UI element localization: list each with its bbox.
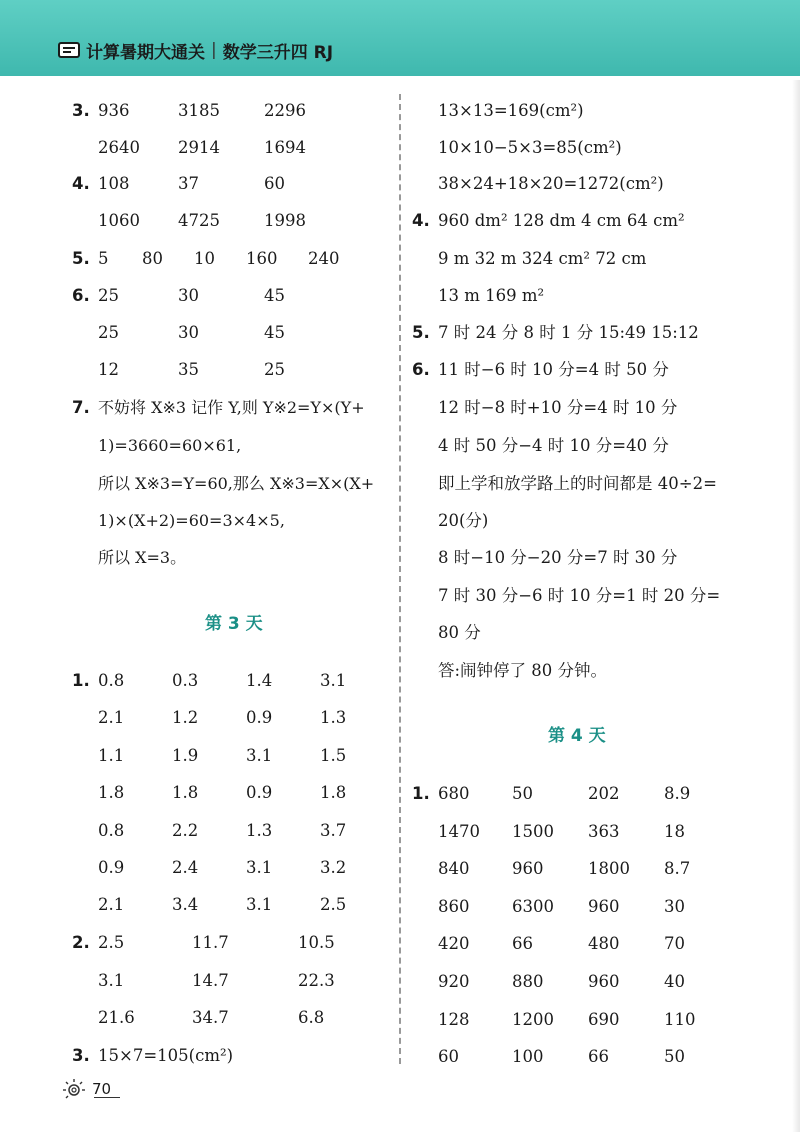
- answer-cell: 0.3: [172, 671, 199, 690]
- answer-cell: 1800: [588, 859, 630, 879]
- answer-cell: 25: [264, 360, 285, 379]
- solution-line: 80 分: [438, 623, 481, 642]
- answer-cell: 1.8: [172, 783, 199, 803]
- answer-cell: 202: [588, 784, 620, 803]
- answer-cell: 5: [98, 249, 109, 268]
- question-number: 3.: [72, 101, 90, 120]
- column-divider: [399, 94, 401, 1064]
- answer-cell: 2.5: [320, 895, 347, 915]
- answer-cell: 0.8: [98, 820, 125, 840]
- solution-line: 10×10−5×3=85(cm²): [438, 138, 622, 157]
- answer-cell: 1060: [98, 211, 140, 230]
- answer-cell: 1.2: [172, 708, 199, 728]
- answer-cell: 860: [438, 896, 470, 916]
- answer-cell: 936: [98, 101, 130, 120]
- answer-cell: 2.2: [172, 820, 199, 840]
- solution-line: 1)×(X+2)=60=3×4×5,: [98, 511, 285, 530]
- solution-line: 7 时 24 分 8 时 1 分 15:49 15:12: [438, 323, 699, 342]
- answer-cell: 2914: [178, 138, 220, 157]
- answer-cell: 14.7: [192, 970, 229, 990]
- answer-cell: 0.8: [98, 671, 125, 690]
- answer-cell: 1.3: [246, 820, 273, 840]
- answer-cell: 3.4: [172, 895, 199, 915]
- question-number: 4.: [412, 211, 430, 230]
- answer-cell: 45: [264, 323, 285, 342]
- answer-cell: 37: [178, 174, 199, 193]
- answer-cell: 1694: [264, 138, 306, 157]
- question-number: 7.: [72, 398, 90, 417]
- answer-cell: 1.8: [320, 783, 347, 803]
- header-title-bar: [58, 37, 333, 63]
- answer-cell: 70: [664, 934, 685, 954]
- answer-cell: 960: [512, 859, 544, 879]
- answer-cell: 3.1: [98, 970, 125, 990]
- section-title-day3: 第 3 天: [205, 614, 263, 634]
- answer-cell: 3.1: [320, 671, 347, 690]
- answer-cell: 2.5: [98, 933, 125, 952]
- solution-line: 20(分): [438, 511, 489, 530]
- answer-cell: 25: [98, 323, 119, 342]
- solution-line: 1)=3660=60×61,: [98, 436, 242, 455]
- answer-cell: 2.1: [98, 708, 125, 728]
- answer-cell: 1.8: [98, 783, 125, 803]
- answer-cell: 960: [588, 896, 620, 916]
- answer-cell: 3.7: [320, 820, 347, 840]
- answer-cell: 6300: [512, 896, 554, 916]
- question-number: 6.: [72, 286, 90, 305]
- answer-cell: 880: [512, 972, 544, 991]
- answer-cell: 80: [142, 249, 163, 268]
- answer-cell: 1470: [438, 821, 480, 841]
- answer-cell: 2296: [264, 101, 306, 120]
- answer-cell: 22.3: [298, 970, 335, 990]
- question-number: 6.: [412, 360, 430, 379]
- answer-cell: 110: [664, 1009, 696, 1029]
- solution-line: 即上学和放学路上的时间都是 40÷2=: [438, 474, 717, 493]
- answer-cell: 6.8: [298, 1008, 325, 1027]
- answer-cell: 45: [264, 286, 285, 305]
- answer-cell: 100: [512, 1047, 544, 1067]
- answer-cell: 363: [588, 821, 620, 841]
- solution-line: 12 时−8 时+10 分=4 时 10 分: [438, 398, 678, 417]
- answer-cell: 30: [178, 286, 199, 305]
- solution-line: 38×24+18×20=1272(cm²): [438, 174, 664, 193]
- answer-cell: 35: [178, 360, 199, 379]
- answer-cell: 30: [664, 896, 685, 916]
- answer-cell: 1200: [512, 1009, 554, 1029]
- solution-line: 13 m 169 m²: [438, 286, 545, 305]
- answer-cell: 1998: [264, 211, 306, 230]
- page-number: 70: [92, 1080, 112, 1098]
- solution-line: 所以 X※3=Y=60,那么 X※3=X×(X+: [98, 474, 375, 493]
- answer-cell: 10: [194, 249, 215, 268]
- answer-cell: 160: [246, 249, 278, 268]
- answer-cell: 2.1: [98, 895, 125, 915]
- answer-cell: 11.7: [192, 933, 229, 952]
- answer-cell: 680: [438, 784, 470, 803]
- solution-line: 15×7=105(cm²): [98, 1046, 234, 1065]
- question-number: 1.: [412, 784, 430, 803]
- solution-line: 8 时−10 分−20 分=7 时 30 分: [438, 548, 678, 567]
- answer-cell: 1.1: [98, 745, 125, 765]
- answer-cell: 108: [98, 174, 130, 193]
- question-number: 5.: [412, 323, 430, 342]
- book-icon: [58, 41, 80, 59]
- answer-cell: 0.9: [98, 858, 125, 877]
- answer-cell: 40: [664, 972, 685, 991]
- answer-cell: 960: [588, 972, 620, 991]
- answer-cell: 480: [588, 934, 620, 954]
- answer-cell: 66: [512, 934, 533, 954]
- answer-cell: 4725: [178, 211, 220, 230]
- solution-line: 11 时−6 时 10 分=4 时 50 分: [438, 360, 669, 379]
- answer-cell: 3.1: [246, 895, 273, 915]
- solution-line: 9 m 32 m 324 cm² 72 cm: [438, 249, 647, 268]
- answer-cell: 66: [588, 1047, 609, 1067]
- footer-underline: [94, 1097, 120, 1098]
- answer-cell: 3.1: [246, 745, 273, 765]
- answer-cell: 920: [438, 972, 470, 991]
- answer-cell: 60: [438, 1047, 459, 1067]
- answer-cell: 2.4: [172, 858, 199, 877]
- answer-cell: 34.7: [192, 1008, 229, 1027]
- solution-line: 13×13=169(cm²): [438, 101, 584, 120]
- answer-cell: 0.9: [246, 783, 273, 803]
- answer-cell: 8.9: [664, 784, 691, 803]
- answer-line: 答:闹钟停了 80 分钟。: [438, 661, 608, 680]
- answer-cell: 840: [438, 859, 470, 879]
- answer-cell: 12: [98, 360, 119, 379]
- solution-line: 4 时 50 分−4 时 10 分=40 分: [438, 436, 669, 455]
- answer-cell: 1.4: [246, 671, 273, 690]
- answer-cell: 128: [438, 1009, 470, 1029]
- answer-cell: 21.6: [98, 1008, 135, 1027]
- title-separator: |: [211, 40, 217, 60]
- answer-cell: 10.5: [298, 933, 335, 952]
- question-number: 5.: [72, 249, 90, 268]
- solution-line: 960 dm² 128 dm 4 cm 64 cm²: [438, 211, 685, 230]
- answer-cell: 30: [178, 323, 199, 342]
- solution-line: 所以 X=3。: [98, 548, 187, 567]
- solution-line: 7 时 30 分−6 时 10 分=1 时 20 分=: [438, 586, 721, 605]
- book-subtitle: 数学三升四 RJ: [222, 42, 334, 63]
- answer-cell: 50: [664, 1047, 685, 1067]
- answer-cell: 690: [588, 1009, 620, 1029]
- question-number: 3.: [72, 1046, 90, 1065]
- answer-cell: 2640: [98, 138, 140, 157]
- answer-cell: 1500: [512, 821, 554, 841]
- section-title-day4: 第 4 天: [548, 726, 606, 746]
- question-number: 4.: [72, 174, 90, 193]
- answer-cell: 1.5: [320, 745, 347, 765]
- answer-cell: 3.2: [320, 858, 347, 877]
- page-edge-shadow: [792, 80, 800, 1132]
- answer-cell: 1.3: [320, 708, 347, 728]
- answer-cell: 0.9: [246, 708, 273, 728]
- answer-cell: 50: [512, 784, 533, 803]
- answer-cell: 240: [308, 249, 340, 268]
- answer-cell: 420: [438, 934, 470, 954]
- answer-cell: 18: [664, 821, 685, 841]
- answer-cell: 1.9: [172, 745, 199, 765]
- solution-line: 不妨将 X※3 记作 Y,则 Y※2=Y×(Y+: [98, 398, 365, 417]
- book-title: 计算暑期大通关: [86, 42, 205, 63]
- answer-cell: 25: [98, 286, 119, 305]
- sun-icon: [62, 1078, 88, 1100]
- question-number: 2.: [72, 933, 90, 952]
- question-number: 1.: [72, 671, 90, 690]
- answer-cell: 3185: [178, 101, 220, 120]
- answer-cell: 60: [264, 174, 285, 193]
- answer-cell: 3.1: [246, 858, 273, 877]
- answer-cell: 8.7: [664, 859, 691, 879]
